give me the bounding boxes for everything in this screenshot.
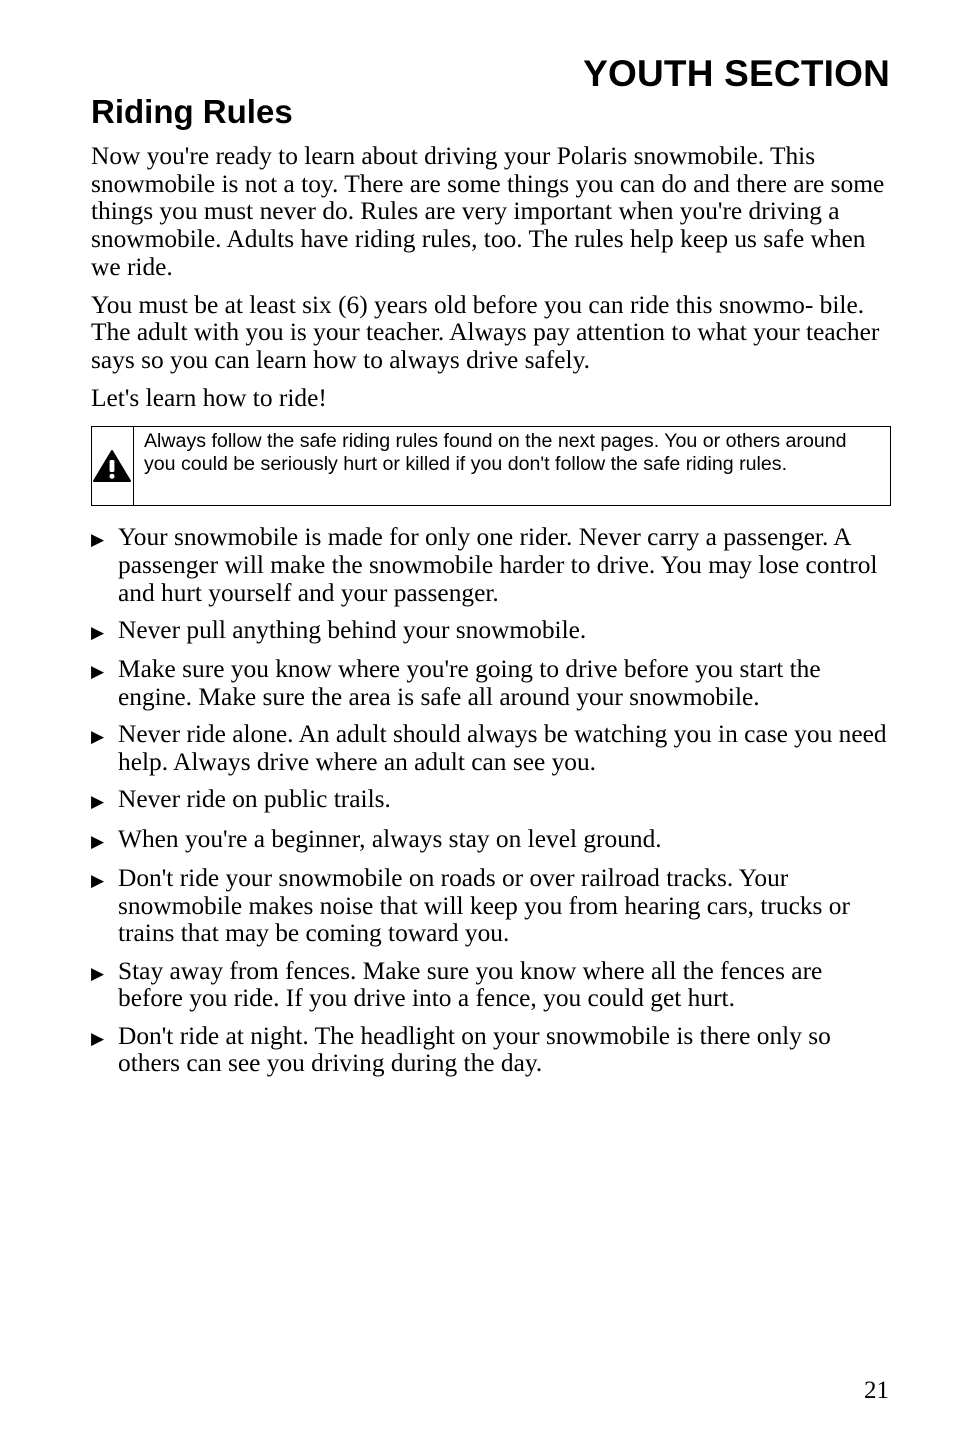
rule-text: Stay away from fences. Make sure you know where all the fences are before you ride. If you drive into a fence, you could get hurt.	[118, 956, 823, 1013]
warning-text: Always follow the safe riding rules found on the next pages. You or others around you could be seriously hurt or killed if you don't follow the safe riding rules.	[143, 430, 847, 475]
list-item	[91, 617, 891, 647]
warning-triangle-icon	[92, 449, 132, 483]
list-item	[91, 524, 891, 607]
bullet-arrow-icon: ▶	[91, 623, 105, 643]
rule-text: Make sure you know where you're going to drive before you start the engine. Make sure the area is safe all around your snowmobile.	[118, 655, 821, 712]
list-item	[91, 1023, 891, 1078]
intro-paragraph: Now you're ready to learn about driving your Polaris snowmobile. This snowmobile is not a toy. There are some things you can do and there are some things you must never do. Rules are very important when you're driving a snowmobile. Adults have riding rules, too. The rules help keep us safe when we ride.	[91, 142, 885, 281]
rule-text: Never ride on public trails.	[118, 785, 391, 814]
rule-text: When you're a beginner, always stay on level ground.	[118, 824, 662, 853]
rule-text: Don't ride at night. The headlight on your snowmobile is there only so others can see you driving during the day.	[118, 1021, 831, 1078]
section-title: YOUTH SECTION	[583, 53, 890, 94]
bullet-arrow-icon: ▶	[91, 870, 105, 890]
bullet-arrow-icon: ▶	[91, 792, 105, 812]
list-item	[91, 786, 891, 816]
warning-box	[91, 426, 891, 506]
list-item	[91, 865, 891, 948]
list-item	[91, 958, 891, 1013]
rule-text: Don't ride your snowmobile on roads or over railroad tracks. Your snowmobile makes noise that will keep you from hearing cars, trucks or trains that may be coming toward you.	[118, 863, 850, 948]
list-item	[91, 656, 891, 711]
page-heading: Riding Rules	[91, 93, 293, 130]
bullet-arrow-icon: ▶	[91, 1028, 105, 1048]
page-content	[91, 143, 891, 1088]
rule-text: Never ride alone. An adult should always be watching you in case you need help. Always drive where an adult can see you.	[118, 720, 887, 777]
riding-rules-list	[91, 524, 891, 1078]
intro-paragraph: You must be at least six (6) years old before you can ride this snowmo- bile. The adult with you is your teacher. Always pay attention to what your teacher says so you can learn how to always drive safely.	[91, 290, 880, 374]
bullet-arrow-icon: ▶	[91, 530, 105, 550]
bullet-arrow-icon: ▶	[91, 963, 105, 983]
list-item	[91, 721, 891, 776]
intro-paragraph: Let's learn how to ride!	[91, 383, 327, 412]
rule-text: Never pull anything behind your snowmobile.	[118, 616, 587, 645]
list-item	[91, 826, 891, 856]
warning-icon-cell	[92, 427, 134, 505]
bullet-arrow-icon: ▶	[91, 662, 105, 682]
bullet-arrow-icon: ▶	[91, 831, 105, 851]
page-number: 21	[864, 1377, 889, 1404]
bullet-arrow-icon: ▶	[91, 727, 105, 747]
rule-text: Your snowmobile is made for only one rider. Never carry a passenger. A passenger will make the snowmobile harder to drive. You may lose control and hurt yourself and your passenger.	[118, 523, 878, 607]
